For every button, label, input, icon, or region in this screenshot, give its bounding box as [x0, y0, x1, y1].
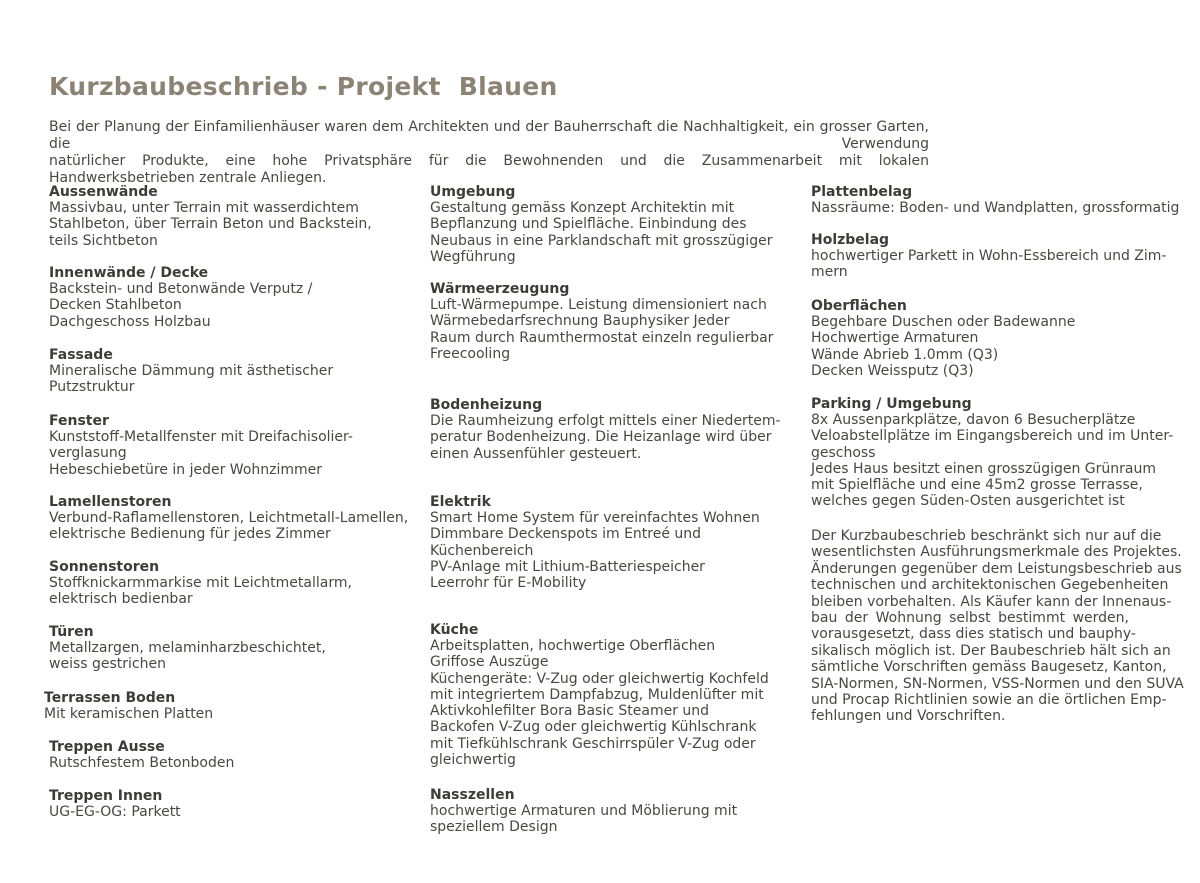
section-line: Leerrohr für E-Mobility	[430, 575, 587, 592]
section-line: weiss gestrichen	[49, 656, 166, 673]
section-line: Wegführung	[430, 248, 516, 265]
section-fassade	[49, 347, 389, 396]
section-line: Die Raumheizung erfolgt mittels einer Niedertem-	[430, 413, 781, 429]
section-line: Decken Weissputz (Q3)	[811, 362, 974, 379]
disclaimer-line: Der Kurzbaubeschrieb beschränkt sich nur auf die	[811, 528, 1162, 544]
section-heading: Elektrik	[430, 494, 491, 510]
section-sonnenstoren	[49, 559, 389, 608]
section-line: Küchengeräte: V-Zug oder gleichwertig Kochfeld	[430, 670, 769, 687]
section-heading: Treppen Innen	[49, 788, 163, 804]
section-treppen-innen	[49, 788, 389, 820]
section-line: teils Sichtbeton	[49, 232, 158, 249]
section-kueche	[430, 622, 769, 769]
section-heading: Fassade	[49, 347, 113, 363]
section-line: Stahlbeton, über Terrain Beton und Backstein,	[49, 216, 372, 233]
section-line: hochwertige Armaturen und Möblierung mit	[430, 803, 738, 819]
section-heading: Treppen Ausse	[49, 739, 165, 755]
section-umgebung	[430, 184, 773, 265]
section-heading: Lamellenstoren	[49, 494, 172, 510]
section-line: Smart Home System für vereinfachtes Wohnen	[430, 510, 760, 526]
section-innenwaende-decke	[49, 265, 389, 330]
disclaimer-line: technischen und architektonischen Gegebenheiten	[811, 577, 1169, 594]
section-treppen-aussen	[49, 739, 389, 771]
section-line: elektrisch bedienbar	[49, 591, 193, 608]
section-line: Veloabstellplätze im Eingangsbereich und im Unter-	[811, 428, 1174, 445]
section-heading: Holzbelag	[811, 232, 890, 248]
section-plattenbelag	[811, 184, 1180, 216]
section-elektrik	[430, 494, 760, 592]
section-aussenwaende	[49, 184, 389, 249]
section-heading: Wärmeerzeugung	[430, 281, 570, 297]
section-line: elektrische Bedienung für jedes Zimmer	[49, 526, 331, 543]
section-line: PV-Anlage mit Lithium-Batteriespeicher	[430, 558, 705, 575]
section-line: Küchenbereich	[430, 542, 534, 559]
section-holzbelag	[811, 232, 1167, 281]
section-line: Mineralische Dämmung mit ästhetischer	[49, 363, 334, 379]
disclaimer-line: fehlungen und Vorschriften.	[811, 708, 1006, 725]
section-line: Begehbare Duschen oder Badewanne	[811, 314, 1076, 330]
section-line: mit Tiefkühlschrank Geschirrspüler V-Zug oder	[430, 735, 756, 752]
section-line: speziellem Design	[430, 819, 558, 836]
section-line: 8x Aussenparkplätze, davon 6 Besucherplätze	[811, 412, 1136, 428]
section-line: Rutschfestem Betonboden	[49, 755, 235, 771]
section-line: mit Spielfläche und eine 45m2 grosse Terrasse,	[811, 477, 1143, 494]
section-line: Verbund-Raflamellenstoren, Leichtmetall-Lamellen,	[49, 510, 409, 526]
section-line: Stoffknickarmmarkise mit Leichtmetallarm,	[49, 575, 352, 591]
section-heading: Türen	[49, 624, 94, 640]
section-line: Metallzargen, melaminharzbeschichtet,	[49, 640, 326, 656]
section-heading: Innenwände / Decke	[49, 265, 209, 281]
section-terrassen-boden	[44, 690, 389, 722]
section-line: Bepflanzung und Spielfläche. Einbindung des	[430, 216, 747, 233]
section-nasszellen	[430, 787, 740, 836]
disclaimer-line: wesentlichsten Ausführungsmerkmale des Projektes.	[811, 544, 1182, 561]
section-line: hochwertiger Parkett in Wohn-Essbereich und Zim-	[811, 248, 1167, 264]
section-heading: Küche	[430, 622, 479, 638]
section-line: Dimmbare Deckenspots im Entreé und	[430, 526, 702, 543]
section-line: Wände Abrieb 1.0mm (Q3)	[811, 346, 999, 363]
disclaimer-line: bau der Wohnung selbst bestimmt werden,	[811, 610, 1129, 627]
section-line: mit integriertem Dampfabzug, Muldenlüfter mit	[430, 686, 764, 703]
section-line: welches gegen Süden-Osten ausgerichtet ist	[811, 493, 1125, 510]
section-line: Hochwertige Armaturen	[811, 330, 979, 347]
section-line: einen Aussenfühler gesteuert.	[430, 445, 642, 462]
section-line: mern	[811, 264, 848, 281]
section-line: Griffose Auszüge	[430, 654, 549, 671]
section-parking-umgebung	[811, 396, 1174, 510]
section-line: verglasung	[49, 445, 127, 462]
section-line: Wärmebedarfsrechnung Bauphysiker Jeder	[430, 313, 730, 330]
disclaimer-line: SIA-Normen, SN-Normen, VSS-Normen und den SUVA	[811, 675, 1184, 692]
section-tueren	[49, 624, 389, 673]
section-line: Jedes Haus besitzt einen grosszügigen Grünraum	[811, 460, 1156, 477]
section-line: geschoss	[811, 444, 876, 461]
section-line: Raum durch Raumthermostat einzeln regulierbar	[430, 329, 774, 346]
section-line: peratur Bodenheizung. Die Heizanlage wird über	[430, 429, 772, 446]
section-line: Dachgeschoss Holzbau	[49, 313, 211, 330]
disclaimer-line: sämtliche Vorschriften gemäss Baugesetz, Kanton,	[811, 659, 1167, 676]
section-heading: Sonnenstoren	[49, 559, 160, 575]
section-line: Gestaltung gemäss Konzept Architektin mit	[430, 200, 735, 216]
section-line: Backofen V-Zug oder gleichwertig Kühlschrank	[430, 719, 757, 736]
section-heading: Bodenheizung	[430, 397, 543, 413]
section-heading: Plattenbelag	[811, 184, 913, 200]
disclaimer-line: sikalisch möglich ist. Der Baubeschrieb hält sich an	[811, 642, 1171, 659]
intro-paragraph	[49, 119, 929, 187]
section-line: Freecooling	[430, 345, 511, 362]
section-oberflaechen	[811, 298, 1129, 379]
section-heading: Terrassen Boden	[44, 690, 176, 706]
section-lamellenstoren	[49, 494, 409, 543]
section-line: Kunststoff-Metallfenster mit Dreifachisolier-	[49, 429, 353, 445]
section-waermeerzeugung	[430, 281, 774, 362]
section-heading: Aussenwände	[49, 184, 158, 200]
section-fenster	[49, 413, 389, 478]
section-line: Nassräume: Boden- und Wandplatten, grossformatig	[811, 200, 1180, 216]
section-line: Decken Stahlbeton	[49, 297, 182, 314]
section-line: Mit keramischen Platten	[44, 706, 214, 722]
section-heading: Nasszellen	[430, 787, 515, 803]
disclaimer-line: und Procap Richtlinien sowie an die örtlichen Emp-	[811, 692, 1167, 709]
section-line: UG-EG-OG: Parkett	[49, 804, 181, 820]
intro-line: natürlicher Produkte, eine hohe Privatsphäre für die Bewohnenden und die Zusammenarbeit mit lokalen Handwerksbetrieben zentrale Anliegen.	[49, 153, 929, 186]
section-heading: Fenster	[49, 413, 109, 429]
section-line: Arbeitsplatten, hochwertige Oberflächen	[430, 638, 716, 654]
disclaimer-paragraph	[811, 528, 1184, 725]
section-line: Aktivkohlefilter Bora Basic Steamer und	[430, 703, 710, 720]
disclaimer-line: Änderungen gegenüber dem Leistungsbeschrieb aus	[811, 560, 1182, 577]
section-line: Neubaus in eine Parklandschaft mit grosszügiger	[430, 232, 773, 249]
page-title: Kurzbaubeschrieb - Projekt Blauen	[49, 72, 558, 101]
section-heading: Oberflächen	[811, 298, 907, 314]
section-bodenheizung	[430, 397, 781, 462]
section-line: Putzstruktur	[49, 379, 135, 396]
section-line: gleichwertig	[430, 752, 516, 769]
disclaimer-line: vorausgesetzt, dass dies statisch und bauphy-	[811, 626, 1136, 643]
section-line: Hebeschiebetüre in jeder Wohnzimmer	[49, 461, 323, 478]
section-line: Luft-Wärmepumpe. Leistung dimensioniert nach	[430, 297, 767, 313]
intro-line: Bei der Planung der Einfamilienhäuser waren dem Architekten und der Bauherrschaft die Nachhaltigkeit, ein grosser Garten, die Verwendung	[49, 119, 929, 152]
section-line: Massivbau, unter Terrain mit wasserdichtem	[49, 200, 359, 216]
section-heading: Umgebung	[430, 184, 516, 200]
disclaimer-line: bleiben vorbehalten. Als Käufer kann der Innenaus-	[811, 593, 1172, 610]
section-heading: Parking / Umgebung	[811, 396, 972, 412]
section-line: Backstein- und Betonwände Verputz /	[49, 281, 313, 297]
